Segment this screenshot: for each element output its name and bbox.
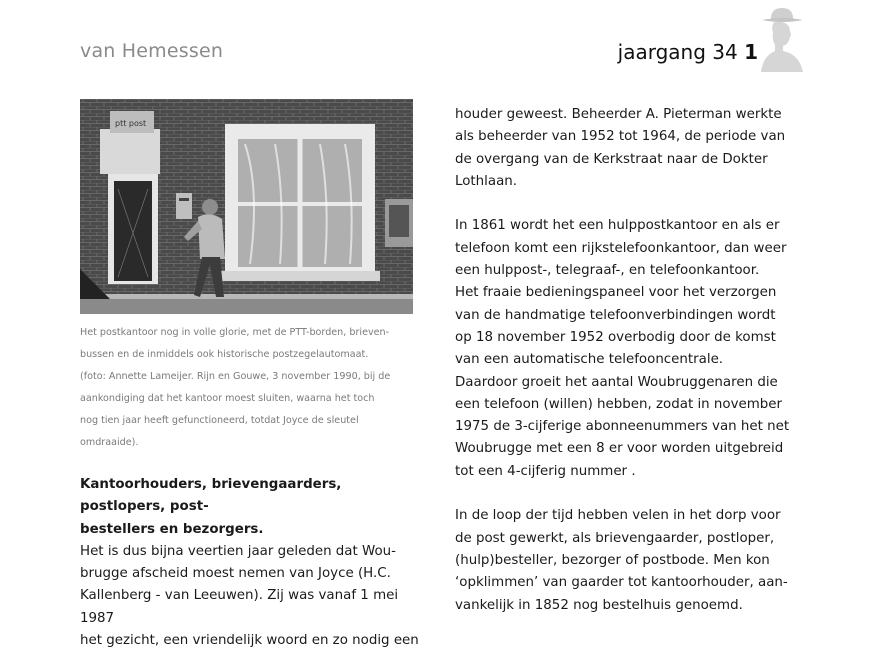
post-office-photo [80, 99, 413, 314]
caption-line: omdraaide). [80, 437, 139, 448]
man-with-hat-silhouette-icon [757, 4, 807, 74]
section-heading-line: bestellers en bezorgers. [80, 521, 264, 537]
body-line: een hulppost-, telegraaf-, en telefoonkantoor. [455, 263, 760, 279]
body-line: Daardoor groeit het aantal Woubruggenaren die [455, 374, 778, 390]
ptt-sign-text: ptt post [115, 119, 147, 128]
body-line: brugge afscheid moest nemen van Joyce (H.C. [80, 566, 391, 582]
body-line: In de loop der tijd hebben velen in het dorp voor [455, 508, 781, 524]
caption-line: aankondiging dat het kantoor moest sluiten, waarna het toch [80, 393, 375, 404]
body-line: houder geweest. Beheerder A. Pieterman werkte [455, 107, 782, 122]
body-line: Woubrugge met een 8 er voor worden uitgebreid [455, 441, 784, 457]
right-column [455, 104, 795, 617]
body-line: telefoon komt een rijkstelefoonkantoor, dan weer [455, 240, 787, 256]
body-line: In 1861 wordt het een hulppostkantoor en als er [455, 218, 780, 234]
caption-line: (foto: Annette Lameijer. Rijn en Gouwe, 3 november 1990, bij de [80, 371, 391, 382]
body-line: van de handmatige telefoonverbindingen wordt [455, 307, 776, 323]
section-heading-line: Kantoorhouders, brievengaarders, postlopers, post- [80, 477, 342, 515]
caption-line: Het postkantoor nog in volle glorie, met de PTT-borden, brieven- [80, 327, 390, 338]
page-number: 1 [744, 40, 758, 64]
body-line: vankelijk in 1852 nog bestelhuis genoemd. [455, 597, 743, 613]
body-line: de post gewerkt, als brievengaarder, postloper, [455, 530, 775, 546]
body-line: Lothlaan. [455, 173, 518, 189]
body-line: Kallenberg - van Leeuwen). Zij was vanaf 1 mei 1987 [80, 588, 399, 626]
body-line: Het fraaie bedieningspaneel voor het verzorgen [455, 285, 777, 301]
body-line: 1975 de 3-cijferige abonneenummers van het net [455, 419, 790, 435]
caption-line: nog tien jaar heeft gefunctioneerd, totdat Joyce de sleutel [80, 415, 359, 426]
issue-label: jaargang 34 [617, 40, 738, 64]
caption-line: bussen en de inmiddels ook historische postzegelautomaat. [80, 349, 369, 360]
body-line: als beheerder van 1952 tot 1964, de periode van [455, 129, 786, 145]
post-office-illustration [80, 99, 413, 314]
body-line: op 18 november 1952 overbodig door de komst [455, 329, 776, 345]
header-issue [618, 40, 758, 64]
body-line: een telefoon (willen) hebben, zodat in november [455, 396, 783, 412]
body-line: de overgang van de Kerkstraat naar de Dokter [455, 151, 768, 167]
photo-caption [80, 322, 420, 454]
body-line: (hulp)besteller, bezorger of postbode. Men kon [455, 552, 770, 568]
header-left-title: van Hemessen [80, 40, 224, 62]
left-column [80, 474, 420, 652]
body-line: het gezicht, een vriendelijk woord en zo nodig een [80, 633, 419, 649]
body-line: van een automatische telefooncentrale. [455, 352, 724, 368]
body-line: ‘opklimmen’ van gaarder tot kantoorhouder, aan- [455, 575, 788, 591]
body-line: tot een 4-cijferig nummer . [455, 463, 636, 479]
body-line: Het is dus bijna veertien jaar geleden dat Wou- [80, 543, 396, 559]
